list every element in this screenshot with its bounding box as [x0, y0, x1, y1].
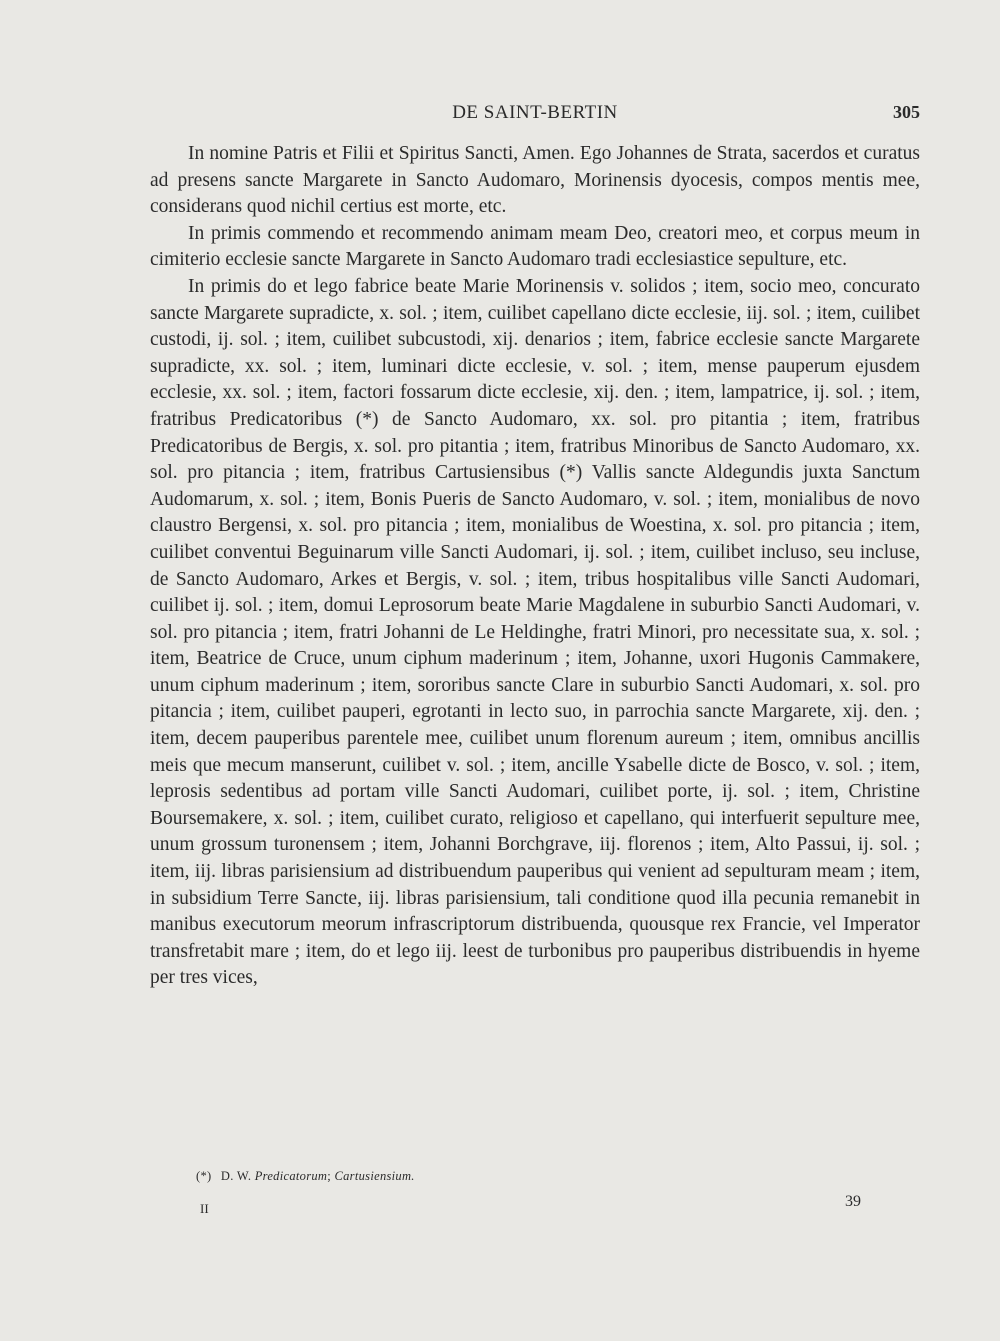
footnote-term-1: Predicatorum — [254, 1169, 328, 1183]
running-title: DE SAINT-BERTIN — [452, 102, 618, 123]
page-number: 305 — [893, 102, 920, 122]
sheet-number: 39 — [845, 1193, 861, 1210]
page-header — [150, 98, 920, 128]
paragraph-commendation: In primis commendo et recommendo animam meam Deo, creatori meo, et corpus meum in cimiterio ecclesie sancte Margarete in Sancto Audomaro tradi ecclesiastice sepulture, etc. — [150, 222, 920, 271]
paragraph-bequests: In primis do et lego fabrice beate Marie Morinensis v. solidos ; item, socio meo, concurato sancte Margarete supradicte, x. sol. ; item, cuilibet capellano dicte ecclesie, iij. sol. ; item, cuilibet custodi, ij. sol. ; item, cuilibet subcustodi, xij. denarios ; item, fabrice ecclesie sancte Margarete supradicte, xx. sol. ; item, luminari dicte ecclesie, v. sol. ; item, mense pauperum ejusdem ecclesie, xx. sol. ; item, factori fossarum dicte ecclesie, xij. den. ; item, lampatrice, ij. sol. ; item, fratribus Predicatoribus (*) de Sancto Audomaro, xx. sol. pro pitantia ; item, fratribus Predicatoribus de Bergis, x. sol. pro pitantia ; item, fratribus Minoribus de Sancto Audomaro, xx. sol. pro pitancia ; item, fratribus Cartusiensibus (*) Vallis sancte Aldegundis juxta Sanctum Audomarum, x. sol. ; item, Bonis Pueris de Sancto Audomaro, v. sol. ; item, monialibus de novo claustro Bergensi, x. sol. pro pitancia ; item, monialibus de Woestina, x. sol. pro pitancia ; item, cuilibet conventui Beguinarum ville Sancti Audomari, ij. sol. ; item, cuilibet incluso, seu incluse, de Sancto Audomaro, Arkes et Bergis, v. sol. ; item, tribus hospitalibus ville Sancti Audomari, cuilibet ij. sol. ; item, domui Leprosorum beate Marie Magdalene in suburbio Sancti Audomari, v. sol. pro pitancia ; item, fratri Johanni de Le Heldinghe, fratri Minori, pro necessitate sua, x. sol. ; item, Beatrice de Cruce, unum ciphum maderinum ; item, Johanne, uxori Hugonis Cammakere, unum ciphum maderinum ; item, sororibus sancte Clare in suburbio Sancti Audomari, x. sol. pro pitancia ; item, cuilibet pauperi, egrotanti in lecto suo, in parrochia sancte Margarete, xij. den. ; item, decem pauperibus parentele mee, cuilibet unum florenum aureum ; item, omnibus ancillis meis que mecum manserunt, cuilibet v. sol. ; item, ancille Ysabelle dicte de Bosco, v. sol. ; item, leprosis sedentibus ad portam ville Sancti Audomari, cuilibet porte, ij. sol. ; item, Christine Boursemakere, x. sol. ; item, cuilibet curato, religioso et capellano, qui interfuerit sepulture mee, unum grossum turonensem ; item, Johanni Borchgrave, iij. florenos ; item, Alto Passui, ij. sol. ; item, iij. libras parisiensium ad distribuendum pauperibus qui venient ad sepulturam meam ; item, in subsidium Terre Sancte, iij. libras parisiensium, tali conditione quod illa pecunia remanebit in manibus executorum meorum infrascriptorum distribuenda, quousque rex Francie, vel Imperator transfretabit mare ; item, do et lego iij. leest de turbonibus pro pauperibus distribuendis in hyeme per tres vices, — [150, 275, 920, 989]
footnote-separator: ; — [327, 1169, 332, 1183]
body-text — [150, 141, 920, 992]
footnote — [196, 1169, 415, 1184]
printer-signature: II — [200, 1201, 209, 1216]
footnote-prefix: D. W. — [220, 1169, 252, 1183]
footnote-marker: (*) — [196, 1169, 212, 1183]
paragraph-opening: In nomine Patris et Filii et Spiritus Sancti, Amen. Ego Johannes de Strata, sacerdos et curatus ad presens sancte Margarete in Sancto Audomaro, Morinensis dyocesis, compos mentis mee, considerans quod nichil certius est morte, etc. — [150, 143, 920, 218]
footnote-term-2: Cartusiensium. — [334, 1169, 415, 1183]
